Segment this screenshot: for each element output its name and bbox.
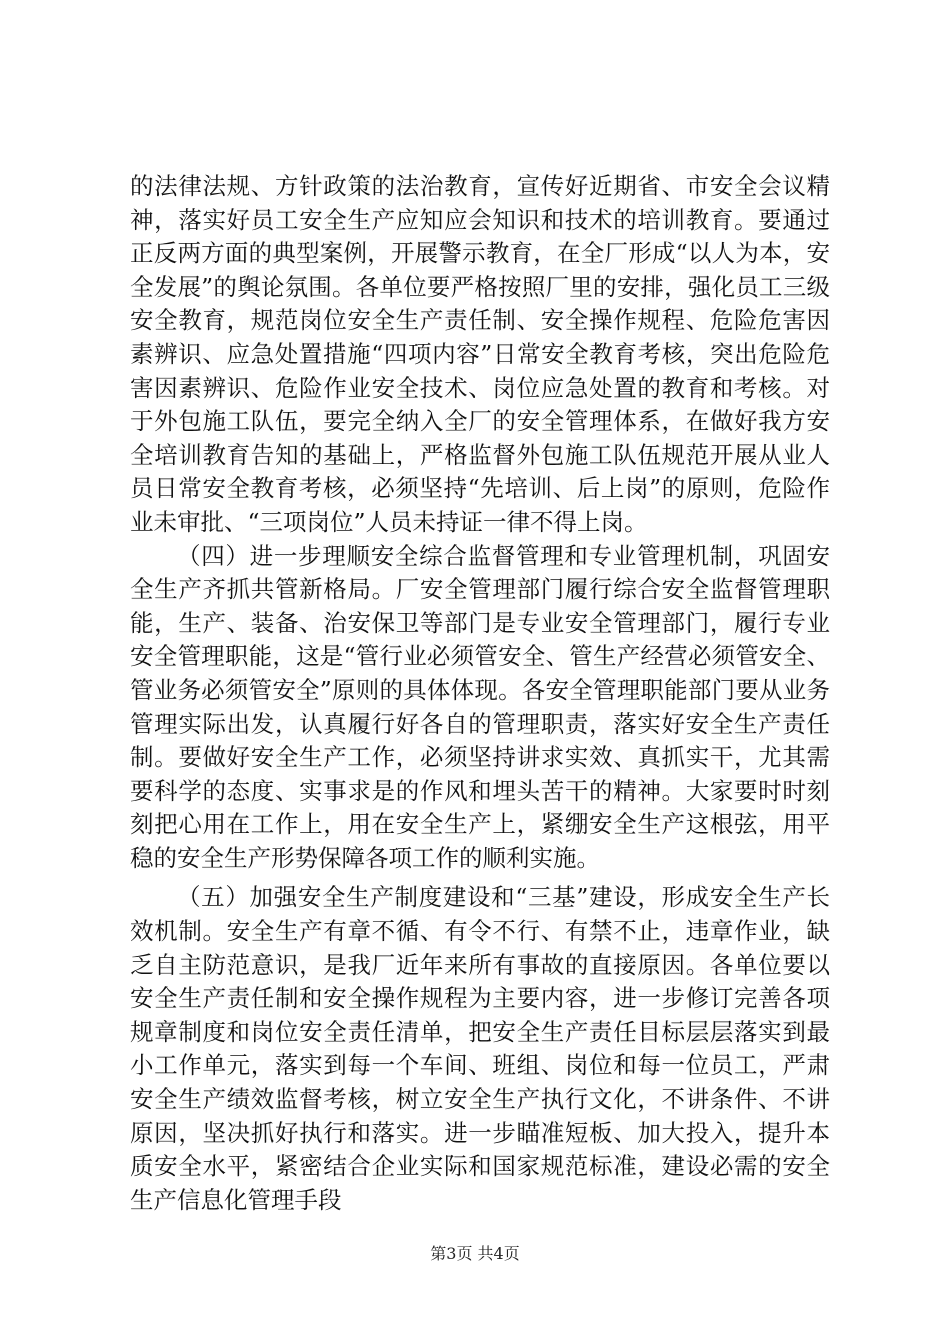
- paragraph-section-5: （五）加强安全生产制度建设和“三基”建设，形成安全生产长效机制。安全生产有章不循、有令不行、有禁不止，违章作业，缺乏自主防范意识，是我厂近年来所有事故的直接原因。各单位要以安全生产责任制和安全操作规程为主要内容，进一步修订完善各项规章制度和岗位安全责任清单，把安全生产责任目标层层落实到最小工作单元，落实到每一个车间、班组、岗位和每一位员工，严肃安全生产绩效监督考核，树立安全生产执行文化，不讲条件、不讲原因，坚决抓好执行和落实。进一步瞄准短板、加大投入，提升本质安全水平，紧密结合企业实际和国家规范标准，建设必需的安全生产信息化管理手段: [130, 883, 830, 1214]
- body-text: [130, 170, 830, 1217]
- paragraph-continued: 的法律法规、方针政策的法治教育，宣传好近期省、市安全会议精神，落实好员工安全生产应知应会知识和技术的培训教育。要通过正反两方面的典型案例，开展警示教育，在全厂形成“以人为本，安全发展”的舆论氛围。各单位要严格按照厂里的安排，强化员工三级安全教育，规范岗位安全生产责任制、安全操作规程、危险危害因素辨识、应急处置措施“四项内容”日常安全教育考核，突出危险危害因素辨识、危险作业安全技术、岗位应急处置的教育和考核。对于外包施工队伍，要完全纳入全厂的安全管理体系，在做好我方安全培训教育告知的基础上，严格监督外包施工队伍规范开展从业人员日常安全教育考核，必须坚持“先培训、后上岗”的原则，危险作业未审批、“三项岗位”人员未持证一律不得上岗。: [130, 172, 830, 536]
- paragraph-section-4: （四）进一步理顺安全综合监督管理和专业管理机制，巩固安全生产齐抓共管新格局。厂安全管理部门履行综合安全监督管理职能，生产、装备、治安保卫等部门是专业安全管理部门，履行专业安全管理职能，这是“管行业必须管安全、管生产经营必须管安全、管业务必须管安全”原则的具体体现。各安全管理职能部门要从业务管理实际出发，认真履行好各自的管理职责，落实好安全生产责任制。要做好安全生产工作，必须坚持讲求实效、真抓实干，尤其需要科学的态度、实事求是的作风和埋头苦干的精神。大家要时时刻刻把心用在工作上，用在安全生产上，紧绷安全生产这根弦，用平稳的安全生产形势保障各项工作的顺利实施。: [130, 541, 830, 872]
- page-number-footer: 第3页 共4页: [430, 1244, 520, 1263]
